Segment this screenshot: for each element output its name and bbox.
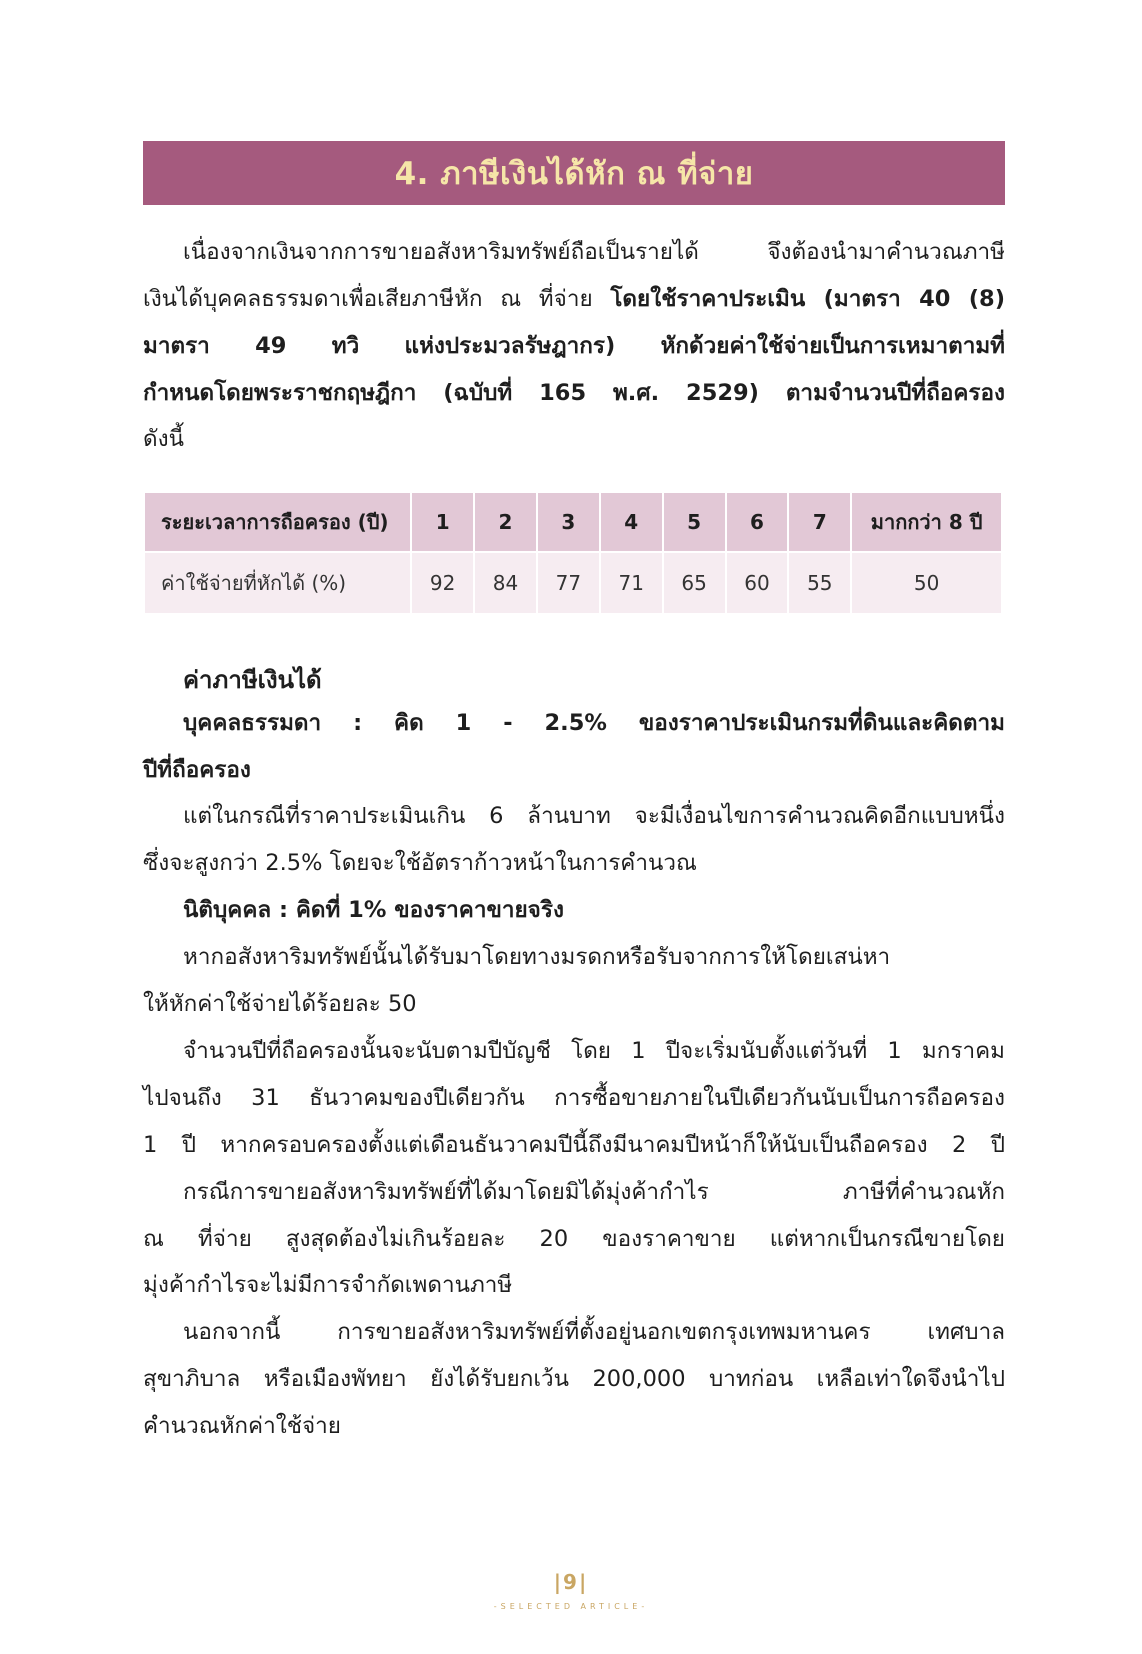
table-header-year: 6 [726, 492, 789, 552]
table-header-year: 3 [537, 492, 600, 552]
p1-line-2: ซึ่งจะสูงกว่า 2.5% โดยจะใช้อัตราก้าวหน้าในการคำนวณ [143, 850, 697, 876]
intro-line-4: กำหนดโดยพระราชกฤษฎีกา (ฉบับที่ 165 พ.ศ. 2529) ตามจำนวนปีที่ถือครอง [143, 380, 1005, 406]
table-cell: 60 [726, 552, 789, 614]
intro-line-2 [143, 276, 1005, 323]
table-cell: 65 [663, 552, 726, 614]
p3-line-3: 1 ปี หากครอบครองตั้งแต่เดือนธันวาคมปีนี้ถึงมีนาคมปีหน้าก็ให้นับเป็นถือครอง 2 ปี [143, 1132, 1005, 1158]
table-header-year: 4 [600, 492, 663, 552]
juristic-line: นิติบุคคล : คิดที่ 1% ของราคาขายจริง [183, 897, 564, 923]
table-cell: 50 [851, 552, 1002, 614]
table-cell: 77 [537, 552, 600, 614]
intro-line-2-bold: โดยใช้ราคาประเมิน (มาตรา 40 (8) [610, 286, 1005, 312]
p4-line-1: กรณีการขายอสังหาริมทรัพย์ที่ได้มาโดยมิได้มุ่งค้ากำไร ภาษีที่คำนวณหัก [183, 1179, 1005, 1205]
table-cell: 84 [474, 552, 537, 614]
section-title: 4. ภาษีเงินได้หัก ณ ที่จ่าย [394, 156, 754, 192]
table-header-year: 2 [474, 492, 537, 552]
intro-line-2-normal: เงินได้บุคคลธรรมดาเพื่อเสียภาษีหัก ณ ที่จ่าย [143, 286, 611, 312]
p4-line-2: ณ ที่จ่าย สูงสุดต้องไม่เกินร้อยละ 20 ของราคาขาย แต่หากเป็นกรณีขายโดย [143, 1226, 1005, 1252]
table-header-row [144, 492, 1002, 552]
section-heading: ค่าภาษีเงินได้ [183, 666, 322, 694]
holding-period-table [143, 491, 1003, 615]
intro-line-1: เนื่องจากเงินจากการขายอสังหาริมทรัพย์ถือเป็นรายได้ จึงต้องนำมาคำนวณภาษี [183, 239, 1005, 265]
table-cell: 92 [411, 552, 474, 614]
table-header-year: 7 [788, 492, 851, 552]
intro-line-5: ดังนี้ [143, 426, 184, 452]
p2-line-2: ให้หักค่าใช้จ่ายได้ร้อยละ 50 [143, 991, 417, 1017]
table-cell: 71 [600, 552, 663, 614]
footer-label: -SELECTED ARTICLE- [493, 1602, 649, 1611]
p3-line-1: จำนวนปีที่ถือครองนั้นจะนับตามปีบัญชี โดย 1 ปีจะเริ่มนับตั้งแต่วันที่ 1 มกราคม [183, 1038, 1005, 1064]
individual-line-2: ปีที่ถือครอง [143, 757, 251, 783]
table-header-label: ระยะเวลาการถือครอง (ปี) [144, 492, 411, 552]
p5-line-2: สุขาภิบาล หรือเมืองพัทยา ยังได้รับยกเว้น 200,000 บาทก่อน เหลือเท่าใดจึงนำไป [143, 1366, 1005, 1392]
p2-line-1: หากอสังหาริมทรัพย์นั้นได้รับมาโดยทางมรดกหรือรับจากการให้โดยเสน่หา [183, 944, 891, 970]
section-header-bar [143, 141, 1005, 205]
table-row [144, 552, 1002, 614]
p5-line-3: คำนวณหักค่าใช้จ่าย [143, 1413, 341, 1439]
intro-line-3: มาตรา 49 ทวิ แห่งประมวลรัษฎากร) หักด้วยค่าใช้จ่ายเป็นการเหมาตามที่ [143, 333, 1005, 359]
p1-line-1: แต่ในกรณีที่ราคาประเมินเกิน 6 ล้านบาท จะมีเงื่อนไขการคำนวณคิดอีกแบบหนึ่ง [183, 803, 1005, 829]
p3-line-2: ไปจนถึง 31 ธันวาคมของปีเดียวกัน การซื้อขายภายในปีเดียวกันนับเป็นการถือครอง [143, 1085, 1005, 1111]
table-header-year: 1 [411, 492, 474, 552]
table-header-year: 5 [663, 492, 726, 552]
page-number: |9| [553, 1570, 589, 1594]
table-header-year: มากกว่า 8 ปี [851, 492, 1002, 552]
individual-line-1: บุคคลธรรมดา : คิด 1 - 2.5% ของราคาประเมินกรมที่ดินและคิดตาม [183, 710, 1005, 736]
table-cell: 55 [788, 552, 851, 614]
p4-line-3: มุ่งค้ากำไรจะไม่มีการจำกัดเพดานภาษี [143, 1272, 513, 1298]
table-row-label: ค่าใช้จ่ายที่หักได้ (%) [144, 552, 411, 614]
p5-line-1: นอกจากนี้ การขายอสังหาริมทรัพย์ที่ตั้งอยู่นอกเขตกรุงเทพมหานคร เทศบาล [183, 1319, 1005, 1345]
